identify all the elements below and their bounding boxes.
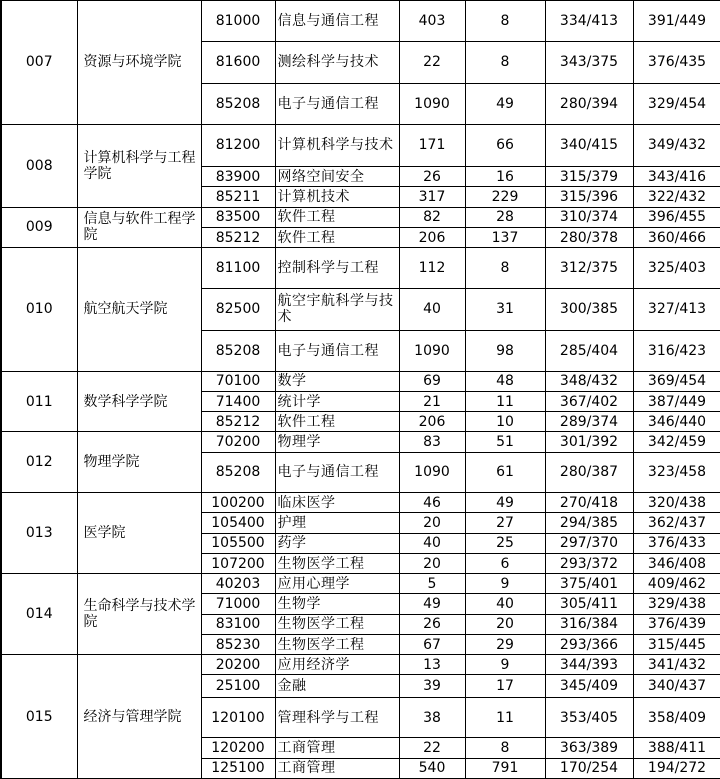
admitted-count: 16: [465, 167, 545, 187]
college-code: 014: [1, 574, 77, 655]
applicant-count: 67: [399, 634, 465, 654]
table-row: [1, 124, 720, 167]
subject-name: 药学: [275, 533, 399, 553]
score-range-1: 348/432: [545, 371, 633, 391]
applicant-count: 69: [399, 371, 465, 391]
applicant-count: 206: [399, 412, 465, 432]
applicant-count: 40: [399, 288, 465, 331]
table-row: [1, 493, 720, 513]
subject-name: 数学: [275, 371, 399, 391]
subject-code: 107200: [201, 553, 275, 573]
college-code: 010: [1, 248, 77, 372]
admitted-count: 66: [465, 124, 545, 167]
applicant-count: 26: [399, 167, 465, 187]
score-range-1: 310/374: [545, 207, 633, 227]
subject-name: 计算机科学与技术: [275, 124, 399, 167]
score-range-1: 280/378: [545, 227, 633, 247]
college-code: 011: [1, 371, 77, 432]
subject-code: 71400: [201, 391, 275, 411]
admitted-count: 28: [465, 207, 545, 227]
subject-name: 网络空间安全: [275, 167, 399, 187]
score-range-2: 360/466: [633, 227, 720, 247]
college-name: 计算机科学与工程学院: [77, 124, 201, 207]
score-range-1: 344/393: [545, 655, 633, 675]
subject-code: 40203: [201, 574, 275, 594]
applicant-count: 20: [399, 553, 465, 573]
admitted-count: 137: [465, 227, 545, 247]
table-row: [1, 371, 720, 391]
score-range-1: 170/254: [545, 758, 633, 778]
subject-code: 20200: [201, 655, 275, 675]
score-range-1: 334/413: [545, 1, 633, 42]
college-code: 012: [1, 432, 77, 493]
subject-name: 工商管理: [275, 738, 399, 758]
score-range-2: 322/432: [633, 187, 720, 207]
score-range-1: 293/372: [545, 553, 633, 573]
subject-name: 生物医学工程: [275, 553, 399, 573]
subject-code: 100200: [201, 493, 275, 513]
subject-name: 测绘科学与技术: [275, 41, 399, 84]
score-range-2: 327/413: [633, 288, 720, 331]
score-range-1: 301/392: [545, 432, 633, 452]
subject-name: 软件工程: [275, 412, 399, 432]
subject-name: 软件工程: [275, 227, 399, 247]
subject-name: 生物医学工程: [275, 634, 399, 654]
admitted-count: 27: [465, 513, 545, 533]
subject-name: 电子与通信工程: [275, 452, 399, 493]
score-range-2: 194/272: [633, 758, 720, 778]
applicant-count: 49: [399, 594, 465, 614]
applicant-count: 20: [399, 513, 465, 533]
subject-name: 电子与通信工程: [275, 331, 399, 372]
subject-code: 85212: [201, 227, 275, 247]
score-range-1: 289/374: [545, 412, 633, 432]
applicant-count: 540: [399, 758, 465, 778]
applicant-count: 83: [399, 432, 465, 452]
score-range-2: 316/423: [633, 331, 720, 372]
score-range-2: 387/449: [633, 391, 720, 411]
table-row: [1, 207, 720, 227]
college-name: 航空航天学院: [77, 248, 201, 372]
applicant-count: 403: [399, 1, 465, 42]
score-range-1: 353/405: [545, 697, 633, 738]
score-range-2: 320/438: [633, 493, 720, 513]
score-range-2: 346/408: [633, 553, 720, 573]
table-row: [1, 655, 720, 675]
subject-code: 70200: [201, 432, 275, 452]
score-range-2: 346/440: [633, 412, 720, 432]
subject-code: 105500: [201, 533, 275, 553]
applicant-count: 1090: [399, 331, 465, 372]
score-range-2: 325/403: [633, 248, 720, 289]
subject-code: 120100: [201, 697, 275, 738]
score-range-1: 305/411: [545, 594, 633, 614]
subject-code: 85230: [201, 634, 275, 654]
table-row: [1, 574, 720, 594]
admitted-count: 20: [465, 614, 545, 634]
score-range-2: 329/438: [633, 594, 720, 614]
subject-name: 物理学: [275, 432, 399, 452]
applicant-count: 1090: [399, 452, 465, 493]
score-range-2: 358/409: [633, 697, 720, 738]
subject-code: 81200: [201, 124, 275, 167]
score-range-2: 376/439: [633, 614, 720, 634]
applicant-count: 22: [399, 41, 465, 84]
subject-name: 电子与通信工程: [275, 84, 399, 125]
score-range-2: 341/432: [633, 655, 720, 675]
admitted-count: 10: [465, 412, 545, 432]
score-range-2: 376/435: [633, 41, 720, 84]
subject-name: 工商管理: [275, 758, 399, 778]
score-range-2: 329/454: [633, 84, 720, 125]
score-range-1: 280/387: [545, 452, 633, 493]
admitted-count: 49: [465, 493, 545, 513]
applicant-count: 206: [399, 227, 465, 247]
admitted-count: 11: [465, 697, 545, 738]
table-body: [1, 1, 720, 779]
subject-code: 85211: [201, 187, 275, 207]
college-code: 008: [1, 124, 77, 207]
applicant-count: 13: [399, 655, 465, 675]
college-name: 生命科学与技术学院: [77, 574, 201, 655]
applicant-count: 22: [399, 738, 465, 758]
admitted-count: 48: [465, 371, 545, 391]
applicant-count: 38: [399, 697, 465, 738]
subject-code: 81100: [201, 248, 275, 289]
score-range-2: 369/454: [633, 371, 720, 391]
college-name: 物理学院: [77, 432, 201, 493]
subject-name: 统计学: [275, 391, 399, 411]
subject-name: 计算机技术: [275, 187, 399, 207]
admitted-count: 8: [465, 738, 545, 758]
score-range-2: 323/458: [633, 452, 720, 493]
applicant-count: 317: [399, 187, 465, 207]
subject-code: 83500: [201, 207, 275, 227]
admitted-count: 791: [465, 758, 545, 778]
college-code: 007: [1, 1, 77, 125]
score-range-1: 343/375: [545, 41, 633, 84]
subject-name: 临床医学: [275, 493, 399, 513]
admitted-count: 29: [465, 634, 545, 654]
admitted-count: 8: [465, 1, 545, 42]
admitted-count: 9: [465, 574, 545, 594]
subject-name: 管理科学与工程: [275, 697, 399, 738]
applicant-count: 39: [399, 675, 465, 697]
college-name: 资源与环境学院: [77, 1, 201, 125]
subject-name: 应用心理学: [275, 574, 399, 594]
score-range-2: 340/437: [633, 675, 720, 697]
admitted-count: 61: [465, 452, 545, 493]
subject-name: 生物医学工程: [275, 614, 399, 634]
score-range-1: 285/404: [545, 331, 633, 372]
subject-code: 70100: [201, 371, 275, 391]
admitted-count: 49: [465, 84, 545, 125]
score-range-2: 343/416: [633, 167, 720, 187]
score-range-1: 316/384: [545, 614, 633, 634]
college-name: 经济与管理学院: [77, 655, 201, 779]
subject-code: 85208: [201, 452, 275, 493]
subject-name: 控制科学与工程: [275, 248, 399, 289]
college-code: 013: [1, 493, 77, 574]
college-code: 009: [1, 207, 77, 248]
subject-name: 生物学: [275, 594, 399, 614]
score-range-1: 297/370: [545, 533, 633, 553]
table-row: [1, 1, 720, 42]
subject-name: 航空宇航科学与技术: [275, 288, 399, 331]
applicant-count: 82: [399, 207, 465, 227]
subject-code: 85212: [201, 412, 275, 432]
score-range-2: 315/445: [633, 634, 720, 654]
score-range-1: 280/394: [545, 84, 633, 125]
applicant-count: 21: [399, 391, 465, 411]
score-range-1: 367/402: [545, 391, 633, 411]
subject-name: 软件工程: [275, 207, 399, 227]
score-range-1: 312/375: [545, 248, 633, 289]
score-range-1: 293/366: [545, 634, 633, 654]
subject-code: 83900: [201, 167, 275, 187]
admitted-count: 25: [465, 533, 545, 553]
subject-code: 85208: [201, 84, 275, 125]
admitted-count: 229: [465, 187, 545, 207]
admitted-count: 51: [465, 432, 545, 452]
score-range-2: 396/455: [633, 207, 720, 227]
score-range-2: 362/437: [633, 513, 720, 533]
score-range-1: 294/385: [545, 513, 633, 533]
subject-code: 83100: [201, 614, 275, 634]
admitted-count: 98: [465, 331, 545, 372]
admitted-count: 40: [465, 594, 545, 614]
score-range-2: 409/462: [633, 574, 720, 594]
subject-code: 81000: [201, 1, 275, 42]
subject-code: 25100: [201, 675, 275, 697]
subject-name: 金融: [275, 675, 399, 697]
applicant-count: 112: [399, 248, 465, 289]
subject-name: 信息与通信工程: [275, 1, 399, 42]
score-range-1: 375/401: [545, 574, 633, 594]
applicant-count: 1090: [399, 84, 465, 125]
subject-code: 120200: [201, 738, 275, 758]
college-code: 015: [1, 655, 77, 779]
admitted-count: 8: [465, 41, 545, 84]
table-row: [1, 432, 720, 452]
admitted-count: 11: [465, 391, 545, 411]
applicant-count: 5: [399, 574, 465, 594]
score-range-1: 315/396: [545, 187, 633, 207]
score-range-2: 342/459: [633, 432, 720, 452]
subject-name: 应用经济学: [275, 655, 399, 675]
applicant-count: 46: [399, 493, 465, 513]
score-range-2: 349/432: [633, 124, 720, 167]
score-range-1: 340/415: [545, 124, 633, 167]
score-range-1: 345/409: [545, 675, 633, 697]
subject-code: 82500: [201, 288, 275, 331]
college-name: 医学院: [77, 493, 201, 574]
subject-code: 125100: [201, 758, 275, 778]
subject-code: 81600: [201, 41, 275, 84]
applicant-count: 171: [399, 124, 465, 167]
admitted-count: 17: [465, 675, 545, 697]
college-name: 数学科学学院: [77, 371, 201, 432]
college-name: 信息与软件工程学院: [77, 207, 201, 248]
score-range-2: 376/433: [633, 533, 720, 553]
applicant-count: 26: [399, 614, 465, 634]
admitted-count: 9: [465, 655, 545, 675]
score-range-2: 391/449: [633, 1, 720, 42]
admitted-count: 31: [465, 288, 545, 331]
subject-code: 105400: [201, 513, 275, 533]
score-range-1: 300/385: [545, 288, 633, 331]
score-range-1: 270/418: [545, 493, 633, 513]
score-range-1: 363/389: [545, 738, 633, 758]
subject-code: 71000: [201, 594, 275, 614]
subject-name: 护理: [275, 513, 399, 533]
subject-code: 85208: [201, 331, 275, 372]
admitted-count: 6: [465, 553, 545, 573]
score-range-2: 388/411: [633, 738, 720, 758]
table-row: [1, 248, 720, 289]
score-range-1: 315/379: [545, 167, 633, 187]
applicant-count: 40: [399, 533, 465, 553]
admitted-count: 8: [465, 248, 545, 289]
